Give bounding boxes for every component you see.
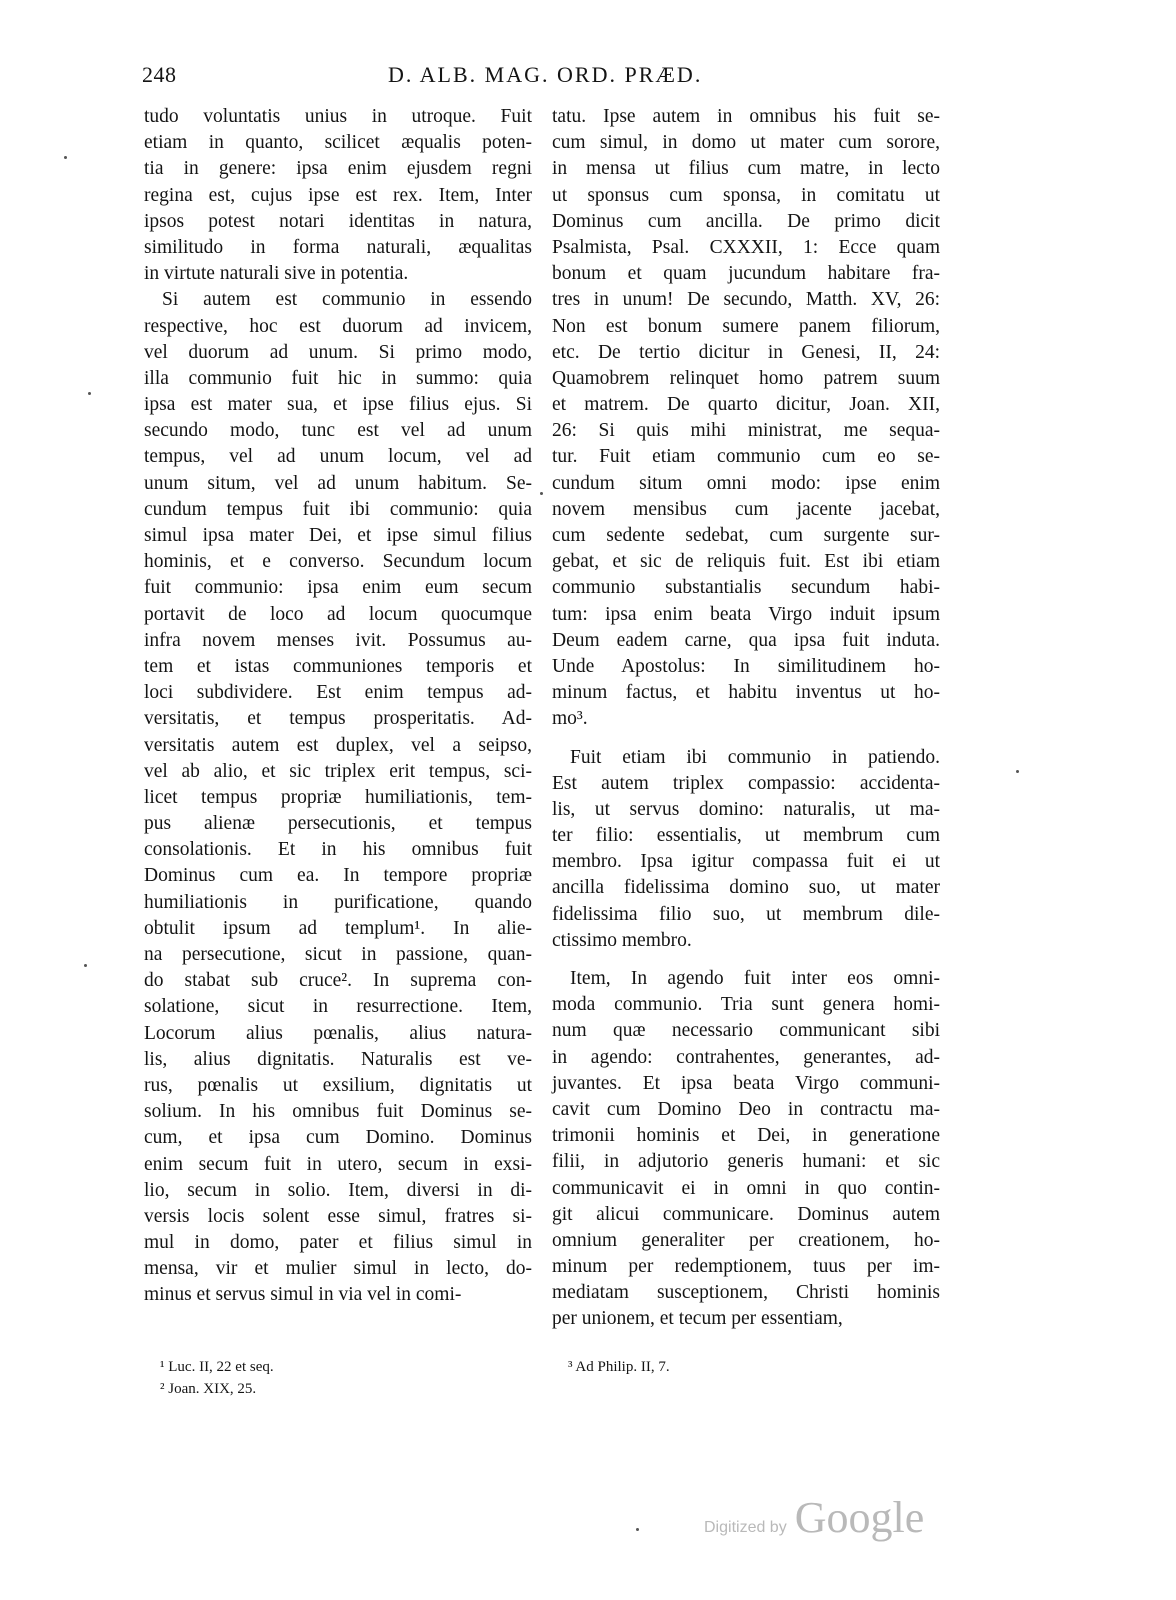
text-line: licet tempus propriæ humiliationis, tem- xyxy=(144,786,532,808)
text-line: num quæ necessario communicant sibi xyxy=(552,1020,940,1042)
text-line: Fuit etiam ibi communio in patiendo. xyxy=(570,746,940,768)
text-line: humiliationis in purificatione, quando xyxy=(144,891,532,913)
text-line: ut sponsus cum sponsa, in comitatu ut xyxy=(552,184,940,206)
text-line: ancilla fidelissima domino suo, ut mater xyxy=(552,877,940,899)
text-line: Dominus cum ea. In tempore propriæ xyxy=(144,865,532,887)
text-line: cavit cum Domino Deo in contractu ma- xyxy=(552,1098,940,1120)
text-line: vel duorum ad unum. Si primo modo, xyxy=(144,341,532,363)
scan-speck xyxy=(88,392,91,395)
footnote: ¹ Luc. II, 22 et seq. xyxy=(160,1359,274,1375)
text-line: respective, hoc est duorum ad invicem, xyxy=(144,315,532,337)
text-line: mensa, vir et mulier simul in lecto, do- xyxy=(144,1258,532,1280)
text-line: hominis, et e converso. Secundum locum xyxy=(144,551,532,573)
text-line: fuit communio: ipsa enim eum secum xyxy=(144,577,532,599)
text-line: Dominus cum ancilla. De primo dicit xyxy=(552,210,940,232)
text-line: Est autem triplex compassio: accidenta- xyxy=(552,772,940,794)
header-title: D. ALB. MAG. ORD. PRÆD. xyxy=(388,62,703,87)
text-line: juvantes. Et ipsa beata Virgo communi- xyxy=(552,1072,940,1094)
text-line: versis locis solent esse simul, fratres si- xyxy=(144,1205,532,1227)
text-line: infra novem menses ivit. Possumus au- xyxy=(144,629,532,651)
right-text-column xyxy=(552,104,940,1333)
text-line: tres in unum! De secundo, Matth. XV, 26: xyxy=(552,289,940,311)
text-line: novem mensibus cum jacente jacebat, xyxy=(552,498,940,520)
text-line: ipsos potest notari identitas in natura, xyxy=(144,210,532,232)
scan-speck xyxy=(64,156,67,159)
footnote: ² Joan. XIX, 25. xyxy=(160,1381,257,1397)
text-line: similitudo in forma naturali, æqualitas xyxy=(144,236,532,258)
text-line: ter filio: essentialis, ut membrum cum xyxy=(552,825,940,847)
text-line: in agendo: contrahentes, generantes, ad- xyxy=(552,1046,940,1068)
text-line: tem et istas communiones temporis et xyxy=(144,655,532,677)
text-line: cum simul, in domo ut mater cum sorore, xyxy=(552,132,940,154)
text-line: loci subdividere. Est enim tempus ad- xyxy=(144,682,532,704)
text-line: minum factus, et habitu inventus ut ho- xyxy=(552,682,940,704)
scan-speck xyxy=(1016,770,1019,773)
text-line: tatu. Ipse autem in omnibus his fuit se- xyxy=(552,106,940,127)
text-line: in mensa ut filius cum matre, in lecto xyxy=(552,158,940,180)
text-line: portavit de loco ad locum quocumque xyxy=(144,603,532,625)
text-line: cum, et ipsa cum Domino. Dominus xyxy=(144,1127,532,1149)
text-line: pus alienæ persecutionis, et tempus xyxy=(144,813,532,835)
text-line: membro. Ipsa igitur compassa fuit ei ut xyxy=(552,851,940,873)
text-line: trimonii hominis et Dei, in generatione xyxy=(552,1125,940,1147)
google-watermark xyxy=(704,1492,924,1546)
footnotes-right xyxy=(568,1356,670,1378)
text-line: consolationis. Et in his omnibus fuit xyxy=(144,839,532,861)
text-line: communio substantialis secundum habi- xyxy=(552,577,940,599)
text-line: etc. De tertio dicitur in Genesi, II, 24: xyxy=(552,341,940,363)
text-line: unum situm, vel ad unum habitum. Se- xyxy=(144,472,532,494)
left-text-column xyxy=(144,104,532,1309)
footnotes-left xyxy=(160,1356,274,1400)
text-line: cundum situm omni modo: ipse enim xyxy=(552,472,940,494)
text-line: moda communio. Tria sunt genera homi- xyxy=(552,994,940,1016)
text-line: Unde Apostolus: In similitudinem ho- xyxy=(552,655,940,677)
page-number: 248 xyxy=(142,62,177,87)
text-line: Non est bonum sumere panem filiorum, xyxy=(552,315,940,337)
text-line: et matrem. De quarto dicitur, Joan. XII, xyxy=(552,394,940,416)
text-line: versitatis, et tempus prosperitatis. Ad- xyxy=(144,708,532,730)
text-line: mo³. xyxy=(552,708,588,730)
paragraph-gap xyxy=(552,733,940,745)
text-line: tia in genere: ipsa enim ejusdem regni xyxy=(144,158,532,180)
text-line: versitatis autem est duplex, vel a seipso, xyxy=(144,734,532,756)
text-line: lis, alius dignitatis. Naturalis est ve- xyxy=(144,1048,532,1070)
text-line: gebat, et sic de reliquis fuit. Est ibi etiam xyxy=(552,551,940,573)
text-line: Si autem est communio in essendo xyxy=(162,289,532,311)
text-line: tempus, vel ad unum locum, vel ad xyxy=(144,446,532,468)
text-line: omnium generaliter per creationem, ho- xyxy=(552,1229,940,1251)
text-line: simul ipsa mater Dei, et ipse simul filius xyxy=(144,525,532,546)
text-line: minus et servus simul in via vel in comi- xyxy=(144,1284,462,1306)
text-line: lio, secum in solio. Item, diversi in di- xyxy=(144,1179,532,1201)
scan-speck xyxy=(540,492,543,495)
text-line: do stabat sub cruce². In suprema con- xyxy=(144,970,532,992)
text-line: tudo voluntatis unius in utroque. Fuit xyxy=(144,106,532,127)
paragraph-gap xyxy=(552,954,940,966)
text-line: filii, in adjutorio generis humani: et sic xyxy=(552,1151,940,1173)
text-line: ipsa est mater sua, et ipse filius ejus. Si xyxy=(144,394,532,416)
scan-speck xyxy=(636,1528,639,1531)
text-line: git alicui communicare. Dominus autem xyxy=(552,1203,940,1225)
text-line: tur. Fuit etiam communio cum eo se- xyxy=(552,446,940,468)
text-line: Psalmista, Psal. CXXXII, 1: Ecce quam xyxy=(552,236,940,258)
text-line: secundo modo, tunc est vel ad unum xyxy=(144,420,532,442)
text-line: per unionem, et tecum per essentiam, xyxy=(552,1308,843,1330)
google-logo: Google xyxy=(794,1493,925,1542)
footnote: ³ Ad Philip. II, 7. xyxy=(568,1359,670,1375)
text-line: communicavit ei in omni in quo contin- xyxy=(552,1177,940,1199)
text-line: Quamobrem relinquet homo patrem suum xyxy=(552,367,940,389)
text-line: lis, ut servus domino: naturalis, ut ma- xyxy=(552,798,940,820)
text-line: fidelissima filio suo, ut membrum dile- xyxy=(552,903,940,925)
scan-speck xyxy=(84,964,87,967)
text-line: rus, pœnalis ut exsilium, dignitatis ut xyxy=(144,1074,532,1096)
text-line: enim secum fuit in utero, secum in exsi- xyxy=(144,1153,532,1175)
text-line: mul in domo, pater et filius simul in xyxy=(144,1232,532,1254)
text-line: bonum et quam jucundum habitare fra- xyxy=(552,263,940,285)
text-line: cum sedente sedebat, cum surgente sur- xyxy=(552,525,940,546)
text-line: na persecutione, sicut in passione, quan- xyxy=(144,944,532,965)
text-line: 26: Si quis mihi ministrat, me sequa- xyxy=(552,420,940,442)
text-line: in virtute naturali sive in potentia. xyxy=(144,263,409,285)
text-line: obtulit ipsum ad templum¹. In alie- xyxy=(144,917,532,939)
text-line: cundum tempus fuit ibi communio: quia xyxy=(144,498,532,520)
text-line: Deum eadem carne, qua ipsa fuit induta. xyxy=(552,629,940,651)
text-line: ctissimo membro. xyxy=(552,929,692,951)
text-line: illa communio fuit hic in summo: quia xyxy=(144,367,532,389)
text-line: mediatam susceptionem, Christi hominis xyxy=(552,1282,940,1304)
text-line: tum: ipsa enim beata Virgo induit ipsum xyxy=(552,603,940,625)
text-line: etiam in quanto, scilicet æqualis poten- xyxy=(144,132,532,154)
text-line: vel ab alio, et sic triplex erit tempus, sci- xyxy=(144,760,532,782)
text-line: solium. In his omnibus fuit Dominus se- xyxy=(144,1101,532,1123)
text-line: regina est, cujus ipse est rex. Item, Inter xyxy=(144,184,532,206)
running-head xyxy=(142,62,936,94)
text-line: solatione, sicut in resurrectione. Item, xyxy=(144,996,532,1018)
text-line: Locorum alius pœnalis, alius natura- xyxy=(144,1022,532,1044)
watermark-prefix: Digitized by xyxy=(704,1519,787,1536)
text-line: Item, In agendo fuit inter eos omni- xyxy=(570,968,940,989)
text-line: minum per redemptionem, tuus per im- xyxy=(552,1256,940,1278)
